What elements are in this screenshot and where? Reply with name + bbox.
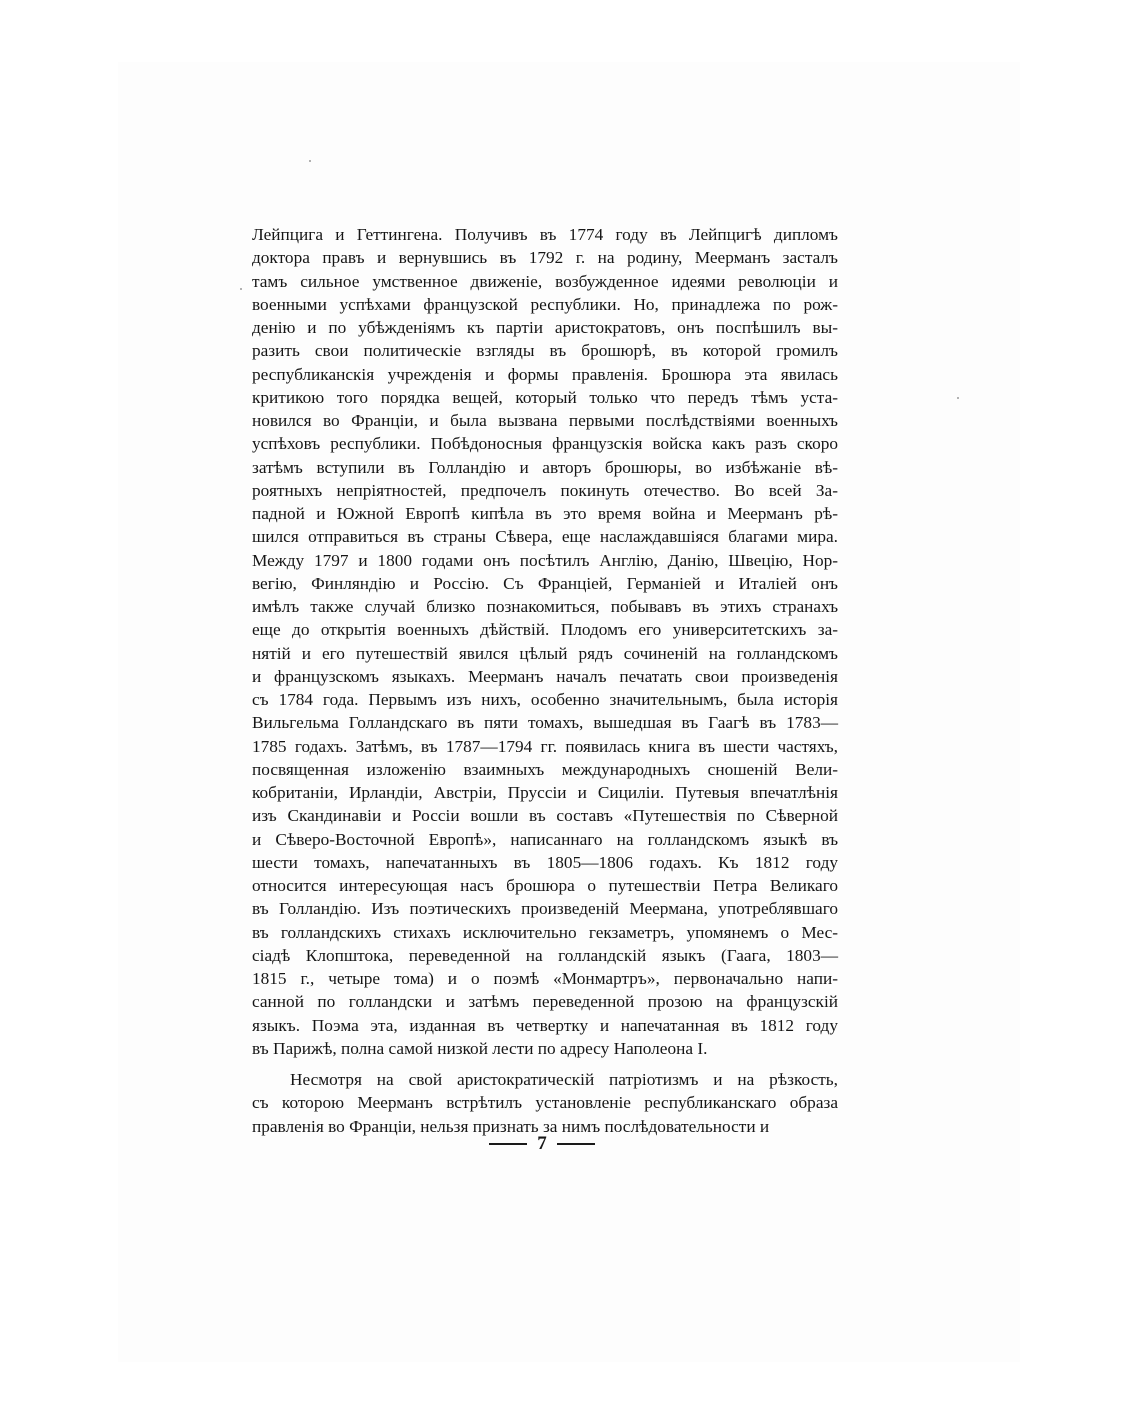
text-line: 1815 г., четыре тома) и о поэмѣ «Монмартръ», первоначально напи-	[252, 969, 838, 988]
scan-speck	[957, 397, 959, 399]
text-line: шился отправиться въ страны Сѣвера, еще наслаждавшіяся благами мира.	[252, 527, 838, 547]
text-line: доктора правъ и вернувшись въ 1792 г. на родину, Меерманъ засталъ	[252, 248, 838, 268]
text-line: тамъ сильное умственное движеніе, возбужденное идеями революціи и	[252, 271, 838, 291]
text-line: посвященная изложенію взаимныхъ международныхъ сношеній Вели-	[252, 759, 838, 779]
text-line: въ Парижѣ, полна самой низкой лести по адресу Наполеона I.	[252, 1038, 708, 1058]
text-line: успѣховъ республики. Побѣдоносныя французскія войска какъ разъ скоро	[252, 434, 838, 454]
page-number-left-rule	[489, 1143, 527, 1145]
text-line: кобританіи, Ирландіи, Австріи, Пруссіи и Сициліи. Путевыя впечатлѣнія	[252, 783, 838, 802]
text-line: Лейпцига и Геттингена. Получивъ въ 1774 году въ Лейпцигѣ дипломъ	[252, 225, 838, 244]
text-line: республиканскія учрежденія и формы правленія. Брошюра эта явилась	[252, 364, 838, 384]
text-line: правленія во Франціи, нельзя признать за нимъ послѣдовательности и	[252, 1116, 770, 1136]
text-line: 1785 годахъ. Затѣмъ, въ 1787—1794 гг. появилась книга въ шести частяхъ,	[252, 736, 838, 756]
scan-speck	[309, 160, 311, 162]
text-line: шести томахъ, напечатанныхъ въ 1805—1806 годахъ. Къ 1812 году	[252, 852, 838, 872]
text-line: съ которою Меерманъ встрѣтилъ установленіе республиканскаго образа	[252, 1093, 838, 1113]
text-line: сіадѣ Клопштока, переведенной на голландскій языкъ (Гаага, 1803—	[252, 945, 838, 965]
text-line: разить свои политическіе взгляды въ брошюрѣ, въ которой громилъ	[252, 341, 838, 361]
text-line: Несмотря на свой аристократическій патріотизмъ и на рѣзкость,	[290, 1070, 838, 1089]
text-line: еще до открытія военныхъ дѣйствій. Плодомъ его университетскихъ за-	[252, 620, 838, 640]
text-line: относится интересующая насъ брошюра о путешествіи Петра Великаго	[252, 876, 838, 895]
scan-speck	[240, 288, 242, 290]
text-line: падной и Южной Европѣ кипѣла въ это время война и Меерманъ рѣ-	[252, 504, 838, 523]
body-text	[252, 223, 838, 1138]
paragraph-2	[252, 1068, 838, 1138]
text-line: нятій и его путешествій явился цѣлый рядъ сочиненій на голландскомъ	[252, 643, 838, 663]
text-line: имѣлъ также случай близко познакомиться, побывавъ въ этихъ странахъ	[252, 597, 838, 616]
paragraph-1	[252, 223, 838, 1060]
page-number-right-rule	[557, 1143, 595, 1145]
text-line: и французскомъ языкахъ. Меерманъ началъ печатать свои произведенія	[252, 666, 838, 686]
text-line: изъ Скандинавіи и Россіи вошли въ составъ «Путешествія по Сѣверной	[252, 806, 838, 826]
text-line: новился во Франціи, и была вызвана первыми послѣдствіями военныхъ	[252, 411, 838, 430]
text-line: санной по голландски и затѣмъ переведенной прозою на французскій	[252, 992, 838, 1012]
text-line: въ голландскихъ стихахъ исключительно гекзаметръ, упомянемъ о Мес-	[252, 922, 838, 942]
text-line: критикою того порядка вещей, который только что передъ тѣмъ уста-	[252, 387, 838, 407]
text-line: Вильгельма Голландскаго въ пяти томахъ, вышедшая въ Гаагѣ въ 1783—	[252, 713, 838, 733]
text-line: въ Голландію. Изъ поэтическихъ произведеній Меермана, употреблявшаго	[252, 899, 838, 919]
text-line: военными успѣхами французской республики. Но, принадлежа по рож-	[252, 294, 838, 314]
text-line: роятныхъ непріятностей, предпочелъ покинуть отечество. Во всей За-	[252, 480, 838, 500]
text-line: денію и по убѣжденіямъ къ партіи аристократовъ, онъ поспѣшилъ вы-	[252, 318, 838, 337]
text-line: съ 1784 года. Первымъ изъ нихъ, особенно значительнымъ, была исторія	[252, 690, 838, 709]
text-line: Между 1797 и 1800 годами онъ посѣтилъ Англію, Данію, Швецію, Нор-	[252, 550, 838, 570]
text-line: языкъ. Поэма эта, изданная въ четвертку и напечатанная въ 1812 году	[252, 1015, 838, 1035]
page-number	[485, 1130, 599, 1158]
text-line: затѣмъ вступили въ Голландію и авторъ брошюры, во избѣжаніе вѣ-	[252, 457, 838, 477]
text-line: и Сѣверо-Восточной Европѣ», написаннаго на голландскомъ языкѣ въ	[252, 829, 838, 849]
text-line: вегію, Финляндію и Россію. Съ Франціей, Германіей и Италіей онъ	[252, 573, 838, 593]
page-number-value: 7	[537, 1133, 547, 1154]
